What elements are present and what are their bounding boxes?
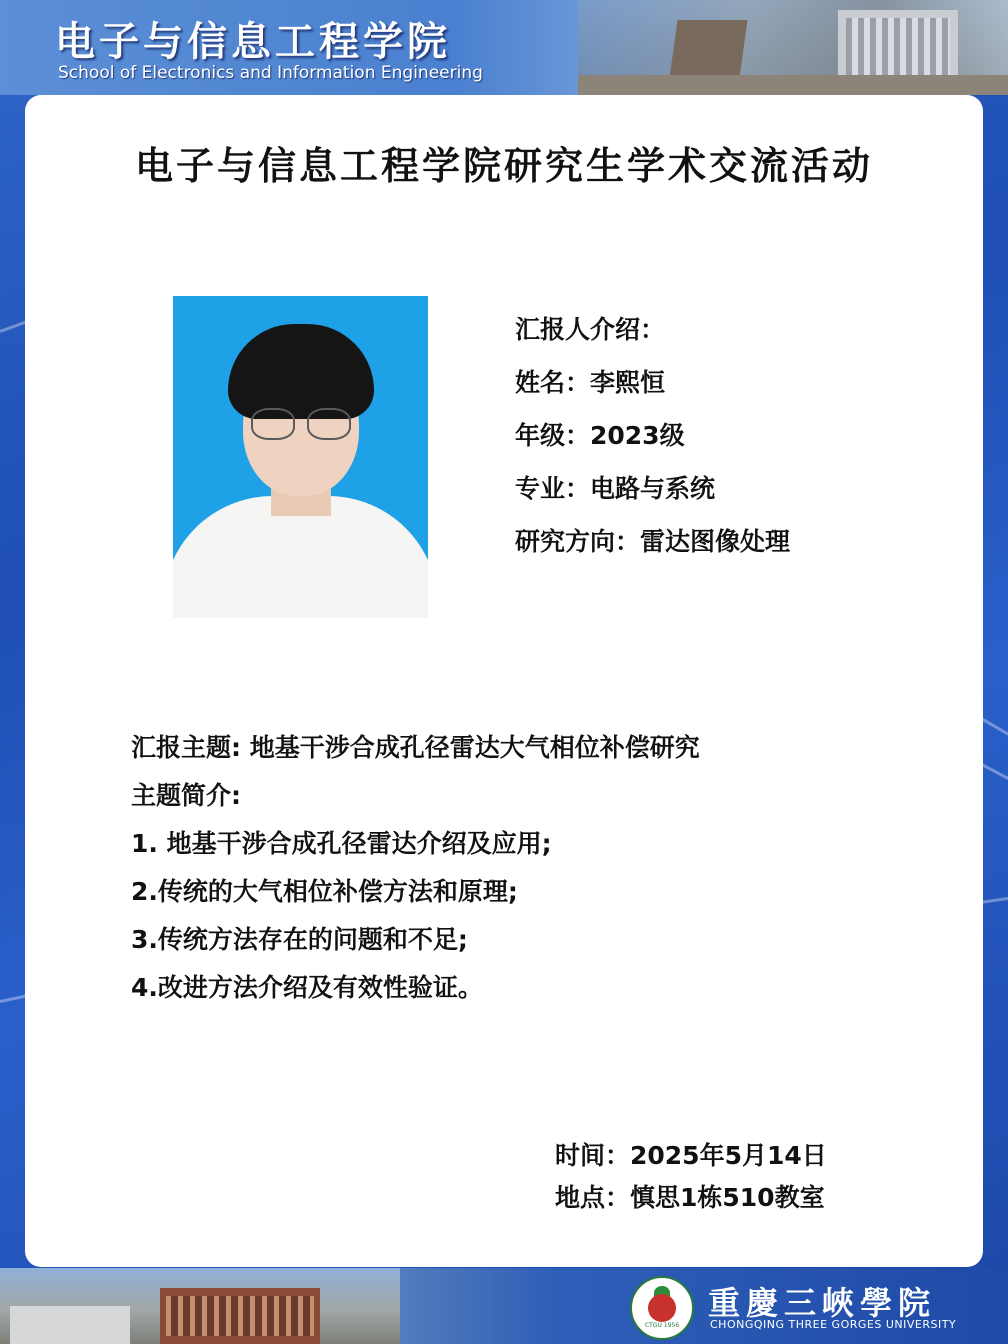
talk-topic: 汇报主题: 地基干涉合成孔径雷达大气相位补偿研究 — [131, 733, 700, 762]
presenter-grade: 年级：2023级 — [515, 421, 685, 450]
presenter-name: 姓名：李熙恒 — [515, 368, 666, 397]
content-card — [25, 95, 983, 1267]
university-logo — [630, 1276, 694, 1340]
presenter-photo — [173, 296, 428, 618]
presenter-research: 研究方向：雷达图像处理 — [515, 527, 791, 556]
university-name: 重慶三峽學院 — [708, 1284, 937, 1322]
talk-point: 3.传统方法存在的问题和不足; — [131, 925, 468, 954]
header-banner — [0, 0, 1008, 95]
footer-banner — [0, 1268, 1008, 1344]
school-name: 电子与信息工程学院 — [55, 18, 451, 65]
talk-point: 2.传统的大气相位补偿方法和原理; — [131, 877, 518, 906]
talk-details — [131, 731, 700, 1019]
campus-photo — [578, 0, 1008, 95]
talk-point: 4.改进方法介绍及有效性验证。 — [131, 973, 483, 1002]
talk-point: 1. 地基干涉合成孔径雷达介绍及应用; — [131, 829, 552, 858]
presenter-heading: 汇报人介绍： — [515, 315, 666, 344]
presenter-major: 专业：电路与系统 — [515, 474, 716, 503]
event-place: 地点：慎思1栋510教室 — [555, 1183, 825, 1212]
campus-building-photo — [0, 1268, 400, 1344]
event-info — [555, 1139, 827, 1223]
event-time: 时间：2025年5月14日 — [555, 1141, 827, 1170]
university-name-english: CHONGQING THREE GORGES UNIVERSITY — [710, 1318, 957, 1331]
logo-text: CTGU 1956 — [644, 1322, 680, 1329]
presenter-info — [515, 312, 790, 577]
talk-intro-heading: 主题简介: — [131, 781, 241, 810]
school-name-english: School of Electronics and Information Engineering — [58, 63, 483, 83]
page-title: 电子与信息工程学院研究生学术交流活动 — [134, 143, 873, 188]
